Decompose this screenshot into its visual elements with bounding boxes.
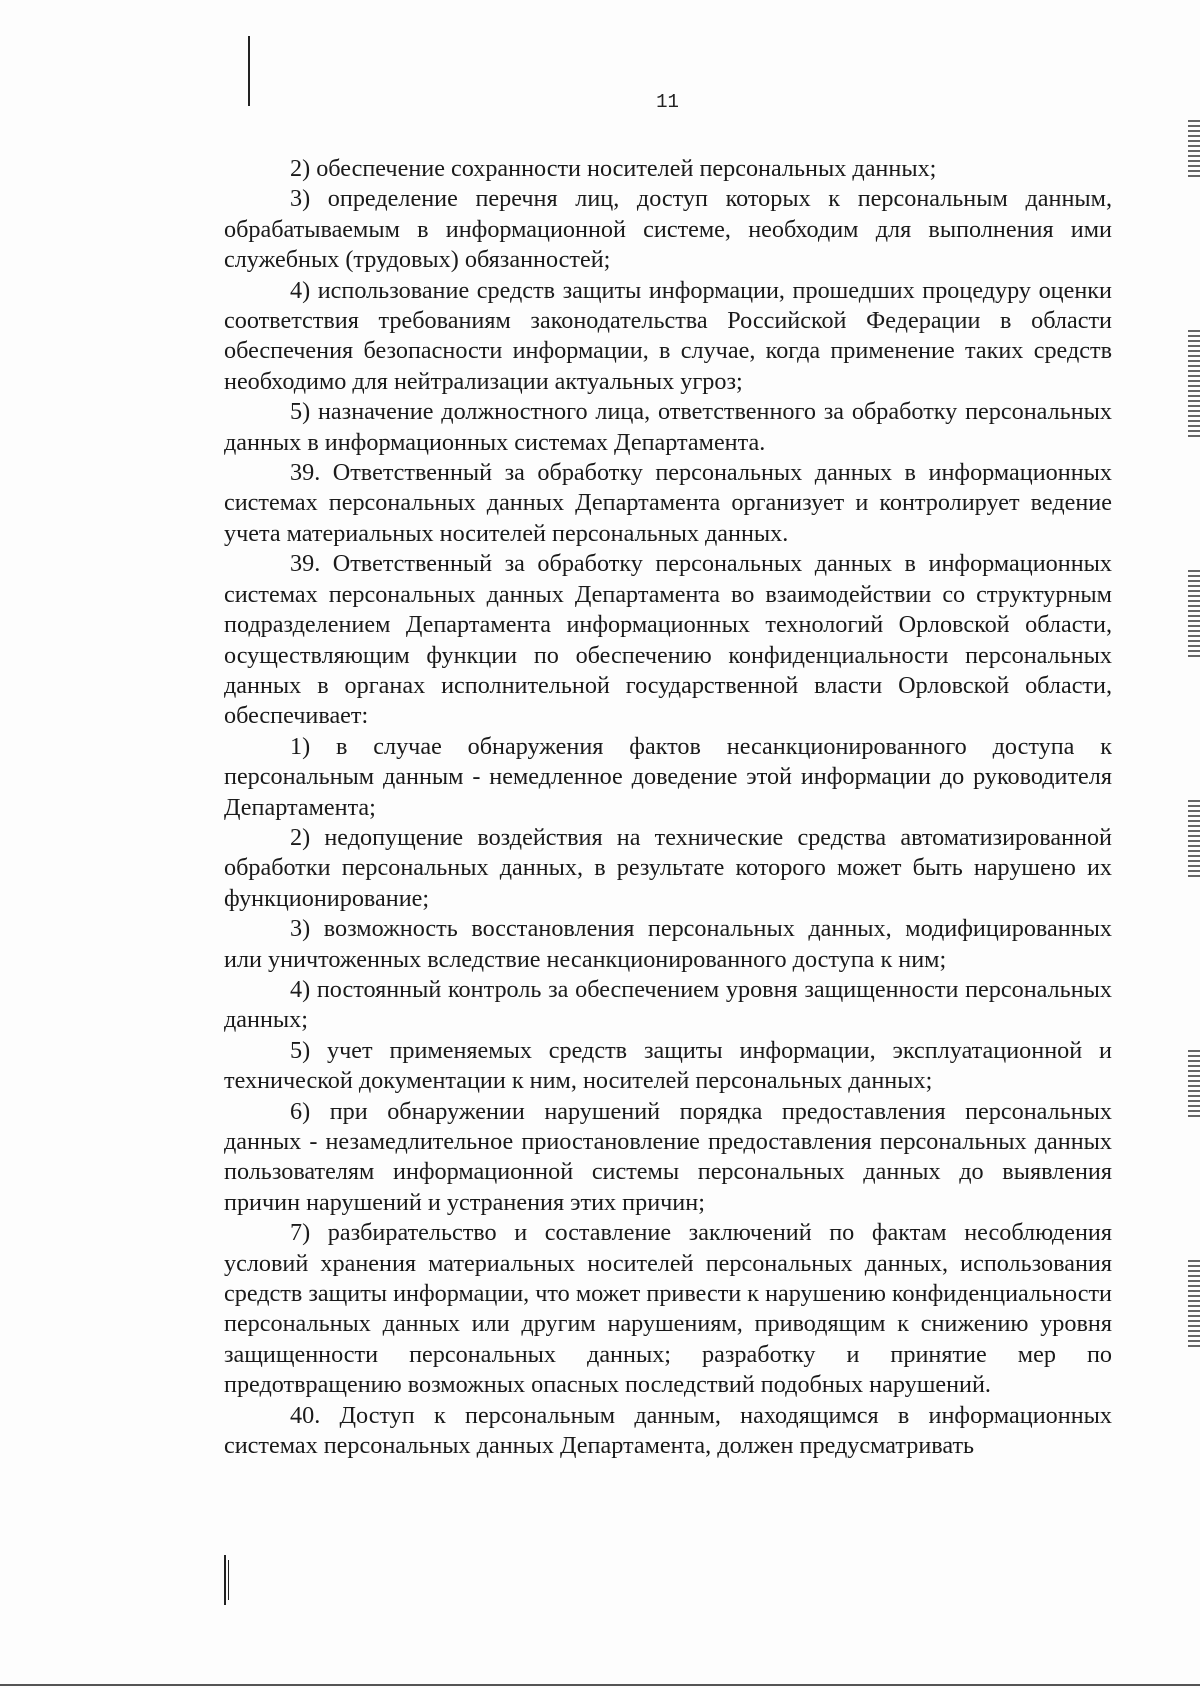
paragraph: 5) назначение должностного лица, ответственного за обработку персональных данных в информационных системах Департамента. (224, 398, 1112, 456)
scan-edge-noise (1188, 120, 1200, 180)
paragraph: 4) постоянный контроль за обеспечением уровня защищенности персональных данных; (224, 975, 1112, 1034)
paragraph: 40. Доступ к персональным данным, находящимся в информационных системах персональных данных Департамента, должен предусматривать (224, 1401, 1112, 1460)
scan-edge-mark (224, 1555, 226, 1605)
scan-edge-mark (228, 1560, 229, 1600)
paragraph: 2) обеспечение сохранности носителей персональных данных; (290, 155, 937, 182)
page-number: 11 (656, 91, 679, 113)
paragraph: 6) при обнаружении нарушений порядка предоставления персональных данных - незамедлительное приостановление предоставления персональных данных пользователям информационной системы персональных данных до выявления причин нарушений и устранения этих причин; (224, 1097, 1112, 1216)
paragraph: 3) определение перечня лиц, доступ которых к персональным данным, обрабатываемым в информационной системе, необходим для выполнения ими служебных (трудовых) обязанностей; (224, 185, 1112, 274)
scan-bottom-line (0, 1684, 1200, 1686)
paragraph: 3) возможность восстановления персональных данных, модифицированных или уничтоженных вследствие несанкционированного доступа к ним; (224, 915, 1112, 973)
scan-edge-noise (1188, 570, 1200, 660)
scan-edge-noise (1188, 330, 1200, 440)
paragraph: 39. Ответственный за обработку персональных данных в информационных системах персональных данных Департамента во взаимодействии со структурным подразделением Департамента информационных технологий Орловской области, осуществляющим функции по обеспечению конфиденциальности персональных данных в органах исполнительной государственной власти Орловской области, обеспечивает: (224, 550, 1112, 730)
paragraph: 1) в случае обнаружения фактов несанкционированного доступа к персональным данным - немедленное доведение этой информации до руководителя Департамента; (224, 732, 1112, 821)
paragraph: 39. Ответственный за обработку персональных данных в информационных системах персональных данных Департамента организует и контролирует ведение учета материальных носителей персональных данных. (224, 459, 1112, 547)
paragraph: 5) учет применяемых средств защиты информации, эксплуатационной и технической документации к ним, носителей персональных данных; (224, 1036, 1112, 1095)
paragraph: 4) использование средств защиты информации, прошедших процедуру оценки соответствия требованиям законодательства Российской Федерации в области обеспечения безопасности информации, в случае, когда применение таких средств необходимо для нейтрализации актуальных угроз; (224, 276, 1112, 395)
scan-edge-noise (1188, 1050, 1200, 1120)
paragraph: 2) недопущение воздействия на технические средства автоматизированной обработки персональных данных, в результате которого может быть нарушено их функционирование; (224, 823, 1112, 912)
scan-edge-noise (1188, 800, 1200, 880)
document-body (224, 154, 1112, 1461)
scan-edge-noise (1188, 1260, 1200, 1350)
paragraph: 7) разбирательство и составление заключений по фактам несоблюдения условий хранения материальных носителей персональных данных, использования средств защиты информации, что может привести к нарушению конфиденциальности персональных данных или другим нарушениям, приводящим к снижению уровня защищенности персональных данных; разработку и принятие мер по предотвращению возможных опасных последствий подобных нарушений. (224, 1219, 1112, 1399)
